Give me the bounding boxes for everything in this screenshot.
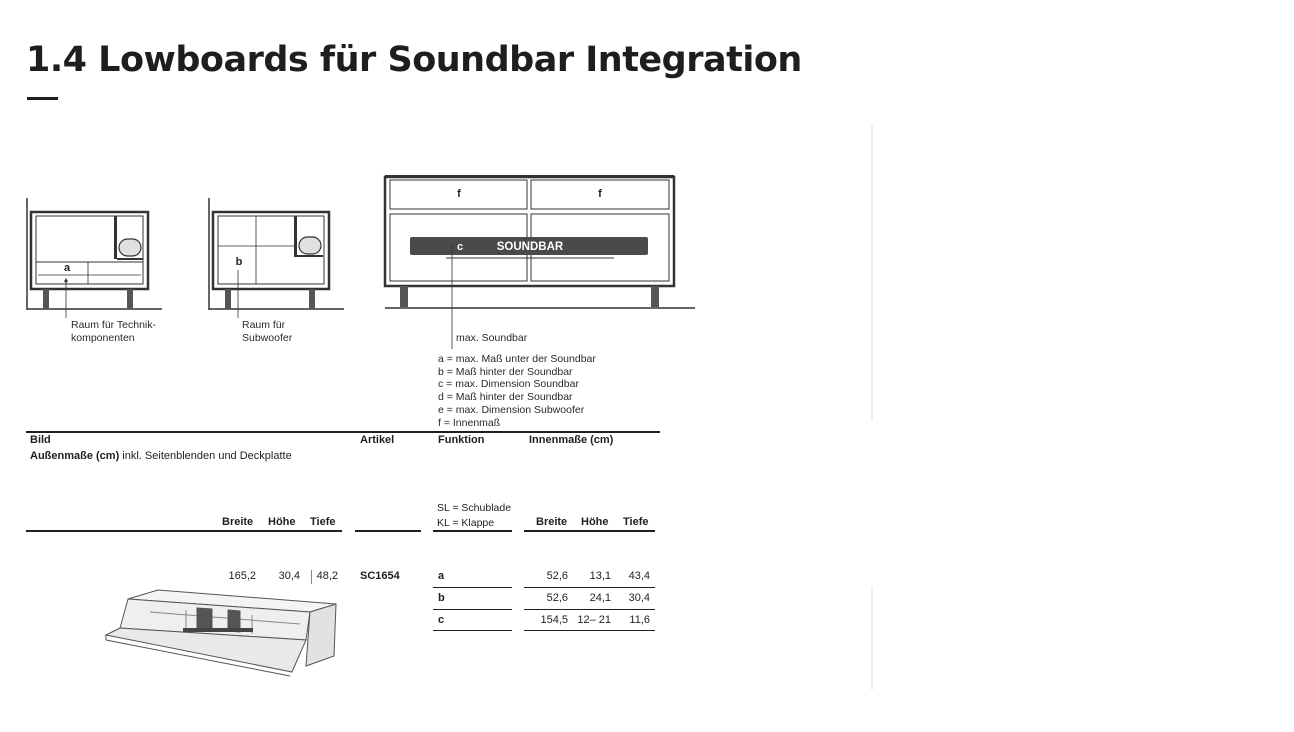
note-klappe: KL = Klappe	[437, 517, 495, 529]
outer-tiefe-value: 48,2	[316, 570, 338, 582]
header-bild: Bild	[30, 434, 51, 446]
legend-item: d = Maß hinter der Soundbar	[438, 391, 573, 404]
row-c-hoehe: 12– 21	[577, 614, 611, 626]
soundbar-label: SOUNDBAR	[496, 241, 564, 253]
col-breite-inner: Breite	[536, 516, 568, 528]
diagram-label-f-left: f	[457, 188, 461, 200]
outer-hoehe-value: 30,4	[278, 570, 300, 582]
legend-item: b = Maß hinter der Soundbar	[438, 365, 573, 378]
diagram-label-b: b	[235, 256, 243, 268]
row-a-hoehe: 13,1	[589, 570, 611, 582]
side-section-diagram-a	[27, 198, 162, 318]
col-breite-outer: Breite	[222, 516, 254, 528]
header-rule-artikel	[355, 530, 421, 532]
row-c-breite: 154,5	[540, 614, 568, 626]
diagram-label-c: c	[456, 241, 464, 253]
front-view-diagram	[385, 175, 695, 349]
outer-breite-value: 165,2	[228, 570, 256, 582]
caption-subwoofer: Raum für Subwoofer	[242, 319, 293, 344]
header-rule-funktion	[433, 530, 512, 532]
row-c-rule-inner	[524, 630, 655, 631]
row-a-breite: 52,6	[546, 570, 568, 582]
artikel-value: SC1654	[360, 570, 400, 582]
legend-item: e = max. Dimension Subwoofer	[438, 403, 585, 416]
caption-max-soundbar: max. Soundbar	[456, 332, 528, 344]
row-a-tiefe: 43,4	[628, 570, 650, 582]
row-a-funktion: a	[438, 570, 445, 582]
col-hoehe-outer: Höhe	[268, 516, 296, 528]
tiefe-separator	[311, 570, 312, 584]
header-funktion: Funktion	[438, 434, 485, 446]
col-tiefe-outer: Tiefe	[310, 516, 336, 528]
note-schublade: SL = Schublade	[437, 502, 512, 514]
row-c-tiefe: 11,6	[629, 614, 650, 626]
caption-technik: Raum für Technik- komponenten	[71, 319, 157, 344]
diagram-label-f-right: f	[598, 188, 602, 200]
lowboard-product-image	[106, 590, 336, 676]
page-title: 1.4 Lowboards für Soundbar Integration	[26, 40, 802, 80]
row-b-breite: 52,6	[546, 592, 568, 604]
row-a-rule	[433, 587, 512, 588]
legend-item: c = max. Dimension Soundbar	[438, 378, 579, 391]
diagram-label-a: a	[63, 262, 71, 274]
header-innenmasse: Innenmaße (cm)	[529, 434, 614, 446]
row-c-funktion: c	[438, 614, 445, 626]
legend-item: a = max. Maß unter der Soundbar	[438, 353, 596, 365]
dimension-legend	[438, 353, 596, 429]
row-b-tiefe: 30,4	[628, 592, 650, 604]
table-top-rule	[26, 431, 660, 433]
legend-item: f = Innenmaß	[438, 416, 501, 429]
row-b-hoehe: 24,1	[589, 592, 611, 604]
header-artikel: Artikel	[360, 434, 395, 446]
col-tiefe-inner: Tiefe	[623, 516, 649, 528]
header-rule-outer	[26, 530, 342, 532]
header-aussenmasse: Außenmaße (cm) inkl. Seitenblenden und Deckplatte	[30, 450, 292, 462]
col-hoehe-inner: Höhe	[581, 516, 609, 528]
row-b-funktion: b	[438, 592, 445, 604]
row-c-rule	[433, 630, 512, 631]
row-b-rule-inner	[524, 609, 655, 610]
side-section-diagram-b	[209, 198, 344, 318]
row-b-rule	[433, 609, 512, 610]
row-a-rule-inner	[524, 587, 655, 588]
header-rule-inner	[524, 530, 655, 532]
